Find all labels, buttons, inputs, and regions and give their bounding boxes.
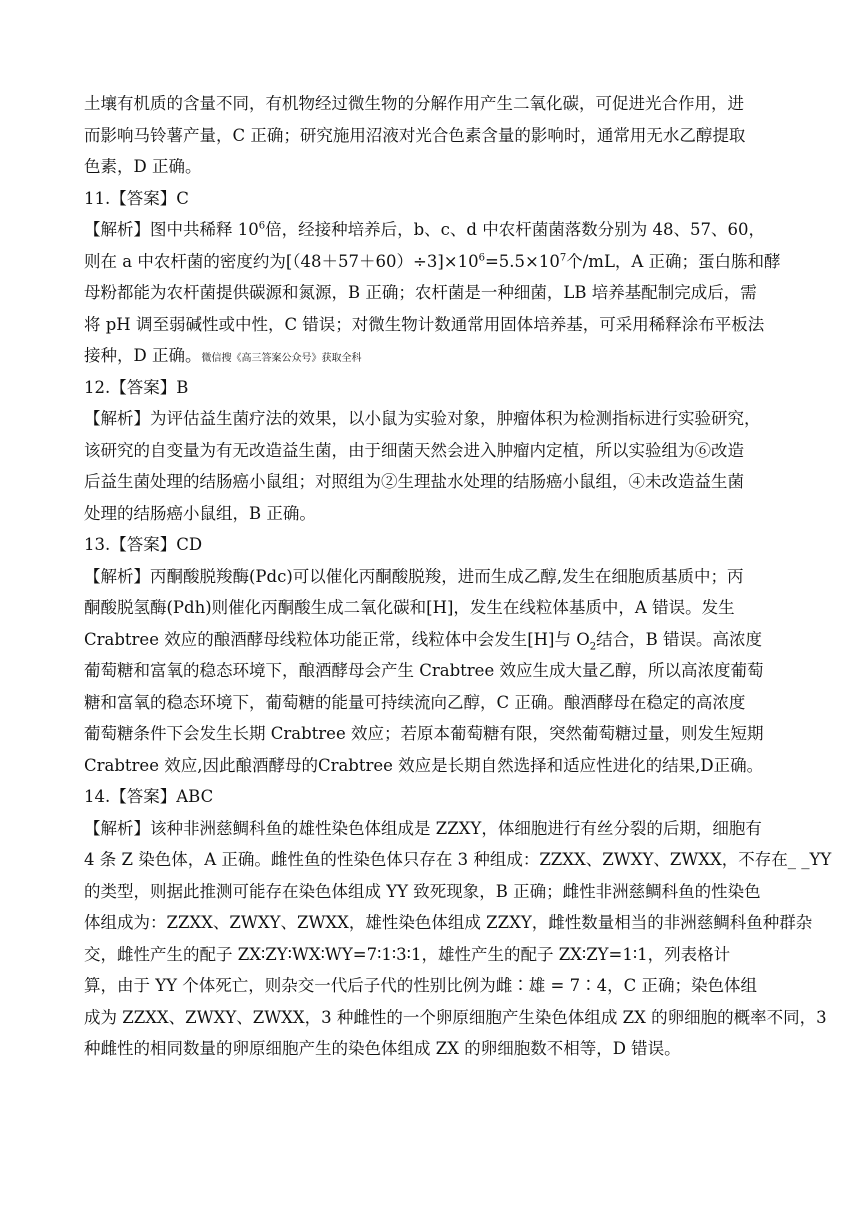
answer-heading-12: 12.【答案】B [84, 377, 189, 397]
text-line: 算，由于 YY 个体死亡，则杂交一代后子代的性别比例为雌∶雄 = 7∶4，C 正确；染色体组 [84, 976, 757, 995]
subscript: 2 [589, 640, 597, 652]
text-line: 处理的结肠癌小鼠组，B 正确。 [84, 503, 316, 523]
text-segment: 则在 a 中农杆菌的密度约为[（48＋57＋60）÷3]×10 [84, 251, 479, 271]
text-line: 土壤有机质的含量不同，有机物经过微生物的分解作用产生二氧化碳，可促进光合作用，进 [84, 94, 744, 113]
analysis-line: 【解析】该种非洲慈鲷科鱼的雄性染色体组成是 ZZXY，体细胞进行有丝分裂的后期，细胞有 [84, 818, 762, 838]
text-line: 葡萄糖条件下会发生长期 Crabtree 效应；若原本葡萄糖有限，突然葡萄糖过量，则发生短期 [84, 724, 764, 743]
text-segment: Crabtree 效应的酿酒酵母线粒体功能正常，线粒体中会发生[H]与 O [84, 629, 590, 649]
text-line [84, 246, 784, 278]
text-line: 的类型，则据此推测可能存在染色体组成 YY 致死现象，B 正确；雌性非洲慈鲷科鱼的性染色 [84, 881, 761, 901]
text-line [84, 340, 784, 372]
text-line: 酮酸脱氢酶(Pdh)则催化丙酮酸生成二氧化碳和[H]，发生在线粒体基质中，A 错误。发生 [84, 598, 735, 617]
text-segment: 接种，D 正确。 [84, 346, 202, 365]
exponent: 6 [258, 220, 266, 232]
document-page [84, 88, 832, 1065]
text-line: 体组成为：ZZXX、ZWXY、ZWXX，雄性染色体组成 ZZXY，雌性数量相当的非洲慈鲷科鱼种群杂 [84, 913, 813, 932]
answer-heading-13: 13.【答案】CD [84, 535, 203, 554]
text-segment: =5.5×10 [484, 251, 560, 271]
text-line: 交，雌性产生的配子 ZX∶ZY∶WX∶WY=7∶1∶3∶1，雄性产生的配子 ZX∶ZY=1∶1，列表格计 [84, 944, 731, 964]
text-line: 葡萄糖和富氧的稳态环境下，酿酒酵母会产生 Crabtree 效应生成大量乙醇，所以高浓度葡萄 [84, 661, 764, 680]
text-segment: 【解析】图中共稀释 10 [84, 220, 259, 239]
text-line: 母粉都能为农杆菌提供碳源和氮源，B 正确；农杆菌是一种细菌，LB 培养基配制完成后，需 [84, 283, 757, 302]
analysis-line [84, 214, 784, 246]
analysis-line: 【解析】为评估益生菌疗法的效果，以小鼠为实验对象，肿瘤体积为检测指标进行实验研究， [84, 409, 761, 428]
text-line: 糖和富氧的稳态环境下，葡萄糖的能量可持续流向乙醇，C 正确。酿酒酵母在稳定的高浓度 [84, 692, 746, 712]
text-line: 后益生菌处理的结肠癌小鼠组；对照组为②生理盐水处理的结肠癌小鼠组，④未改造益生菌 [84, 472, 744, 491]
text-segment: 个/mL，A 正确；蛋白胨和酵 [566, 251, 781, 271]
analysis-line: 【解析】丙酮酸脱羧酶(Pdc)可以催化丙酮酸脱羧，进而生成乙醇,发生在细胞质基质中；丙 [84, 566, 744, 586]
text-segment: 结合，B 错误。高浓度 [596, 629, 762, 649]
text-line: 种雌性的相同数量的卵原细胞产生的染色体组成 ZX 的卵细胞数不相等，D 错误。 [84, 1039, 681, 1058]
text-line: 将 pH 调至弱碱性或中性，C 错误；对微生物计数通常用固体培养基，可采用稀释涂布平板法 [84, 314, 765, 334]
answer-heading-11: 11.【答案】C [84, 188, 189, 208]
text-line [84, 624, 784, 656]
text-segment: 倍，经接种培养后，b、c、d 中农杆菌菌落数分别为 48、57、60， [265, 220, 765, 239]
exponent: 7 [559, 252, 567, 263]
text-line: Crabtree 效应,因此酿酒酵母的Crabtree 效应是长期自然选择和适应性进化的结果,D正确。 [84, 755, 764, 775]
text-line: 该研究的自变量为有无改造益生菌，由于细菌天然会进入肿瘤内定植，所以实验组为⑥改造 [84, 440, 744, 460]
text-line: 色素，D 正确。 [84, 157, 202, 176]
watermark-note: 微信搜《高三答案公众号》获取全科 [201, 353, 362, 364]
exponent: 6 [478, 252, 485, 263]
text-line: 而影响马铃薯产量，C 正确；研究施用沼液对光合色素含量的影响时，通常用无水乙醇提取 [84, 125, 746, 145]
answer-heading-14: 14.【答案】ABC [84, 787, 214, 806]
text-line: 4 条 Z 染色体，A 正确。雌性鱼的性染色体只存在 3 种组成：ZZXX、ZWXY、ZWXX，不存在_ _YY [84, 850, 832, 869]
text-line: 成为 ZZXX、ZWXY、ZWXX，3 种雌性的一个卵原细胞产生染色体组成 ZX 的卵细胞的概率不同，3 [84, 1007, 827, 1027]
